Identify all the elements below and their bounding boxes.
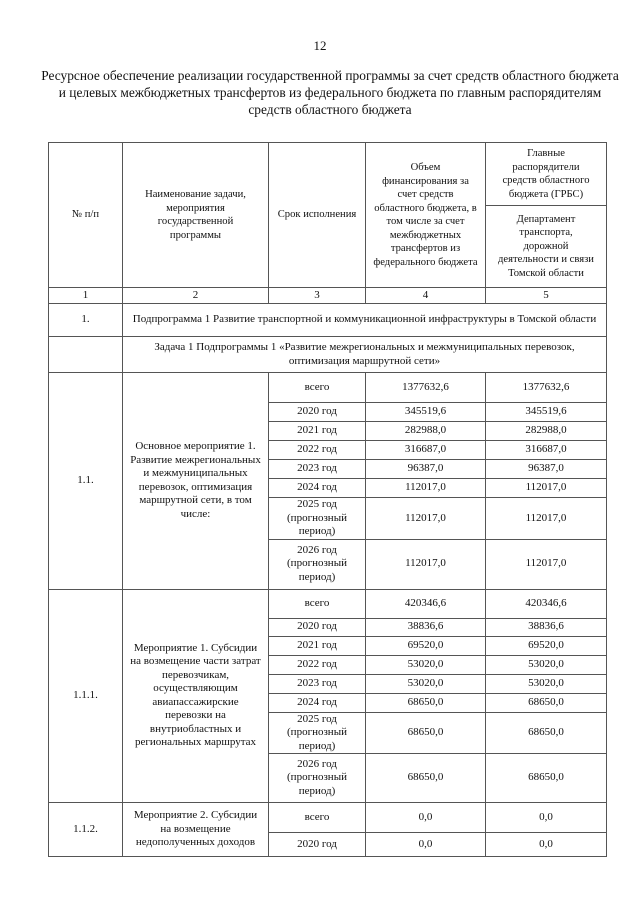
header-grbs: Главные распорядители средств областного бюджета (ГРБС) <box>486 143 607 206</box>
funding-amount: 282988,0 <box>366 422 486 441</box>
resource-table <box>48 142 607 857</box>
funding-amount: 112017,0 <box>366 479 486 498</box>
page-number: 12 <box>313 38 327 53</box>
period: всего <box>269 373 366 403</box>
header-period: Срок исполнения <box>269 143 366 288</box>
grbs-amount: 0,0 <box>486 833 607 857</box>
funding-amount: 96387,0 <box>366 460 486 479</box>
table-row <box>49 589 607 618</box>
grbs-amount: 1377632,6 <box>486 373 607 403</box>
subprogram-title: Подпрограмма 1 Развитие транспортной и коммуникационной инфраструктуры в Томской области <box>123 304 607 337</box>
funding-amount: 316687,0 <box>366 441 486 460</box>
period: 2025 год (прогнозный период) <box>269 712 366 754</box>
column-number: 3 <box>269 288 366 304</box>
funding-amount: 0,0 <box>366 803 486 833</box>
funding-amount: 1377632,6 <box>366 373 486 403</box>
document-title: Ресурсное обеспечение реализации государственной программы за счет средств областного бюджета и целевых межбюджетных трансфертов из федерального бюджета по главным распорядителям средств областного бюджета <box>41 68 619 117</box>
period: 2022 год <box>269 441 366 460</box>
period: 2026 год (прогнозный период) <box>269 539 366 589</box>
funding-amount: 53020,0 <box>366 655 486 674</box>
period: 2026 год (прогнозный период) <box>269 754 366 803</box>
period: 2023 год <box>269 460 366 479</box>
subprogram-number: 1. <box>49 304 123 337</box>
period: 2022 год <box>269 655 366 674</box>
item-number: 1.1.1. <box>49 589 123 803</box>
column-number: 5 <box>486 288 607 304</box>
item-number: 1.1.2. <box>49 803 123 857</box>
header-grbs-department: Департамент транспорта, дорожной деятельности и связи Томской области <box>486 206 607 288</box>
table-row <box>49 373 607 403</box>
column-number: 2 <box>123 288 269 304</box>
period: 2021 год <box>269 636 366 655</box>
grbs-amount: 420346,6 <box>486 589 607 618</box>
grbs-amount: 112017,0 <box>486 479 607 498</box>
period: 2020 год <box>269 403 366 422</box>
grbs-amount: 0,0 <box>486 803 607 833</box>
funding-amount: 112017,0 <box>366 539 486 589</box>
grbs-amount: 68650,0 <box>486 712 607 754</box>
grbs-amount: 38836,6 <box>486 618 607 636</box>
funding-amount: 38836,6 <box>366 618 486 636</box>
period: всего <box>269 589 366 618</box>
funding-amount: 68650,0 <box>366 754 486 803</box>
table-row <box>49 803 607 833</box>
period: 2023 год <box>269 674 366 693</box>
column-number: 1 <box>49 288 123 304</box>
task-number <box>49 337 123 373</box>
period: 2025 год (прогнозный период) <box>269 498 366 540</box>
grbs-amount: 316687,0 <box>486 441 607 460</box>
funding-amount: 68650,0 <box>366 693 486 712</box>
grbs-amount: 282988,0 <box>486 422 607 441</box>
funding-amount: 345519,6 <box>366 403 486 422</box>
item-number: 1.1. <box>49 373 123 590</box>
period: всего <box>269 803 366 833</box>
column-number: 4 <box>366 288 486 304</box>
grbs-amount: 68650,0 <box>486 754 607 803</box>
item-name: Основное мероприятие 1. Развитие межрегиональных и межмуниципальных перевозок, оптимизация маршрутной сети, в том числе: <box>123 373 269 590</box>
grbs-amount: 53020,0 <box>486 655 607 674</box>
grbs-amount: 112017,0 <box>486 539 607 589</box>
grbs-amount: 96387,0 <box>486 460 607 479</box>
grbs-amount: 112017,0 <box>486 498 607 540</box>
funding-amount: 68650,0 <box>366 712 486 754</box>
period: 2020 год <box>269 833 366 857</box>
item-name: Мероприятие 1. Субсидии на возмещение части затрат перевозчикам, осуществляющим авиапассажирские перевозки на внутриобластных и региональных маршрутах <box>123 589 269 803</box>
header-name: Наименование задачи, мероприятия государственной программы <box>123 143 269 288</box>
period: 2024 год <box>269 479 366 498</box>
grbs-amount: 53020,0 <box>486 674 607 693</box>
funding-amount: 69520,0 <box>366 636 486 655</box>
grbs-amount: 345519,6 <box>486 403 607 422</box>
period: 2024 год <box>269 693 366 712</box>
item-name: Мероприятие 2. Субсидии на возмещение недополученных доходов <box>123 803 269 857</box>
funding-amount: 0,0 <box>366 833 486 857</box>
funding-amount: 420346,6 <box>366 589 486 618</box>
funding-amount: 53020,0 <box>366 674 486 693</box>
period: 2021 год <box>269 422 366 441</box>
funding-amount: 112017,0 <box>366 498 486 540</box>
header-number: № п/п <box>49 143 123 288</box>
grbs-amount: 68650,0 <box>486 693 607 712</box>
header-funding: Объем финансирования за счет средств областного бюджета, в том числе за счет межбюджетных трансфертов из федерального бюджета <box>366 143 486 288</box>
task-title: Задача 1 Подпрограммы 1 «Развитие межрегиональных и межмуниципальных перевозок, оптимизация маршрутной сети» <box>123 337 607 373</box>
period: 2020 год <box>269 618 366 636</box>
grbs-amount: 69520,0 <box>486 636 607 655</box>
